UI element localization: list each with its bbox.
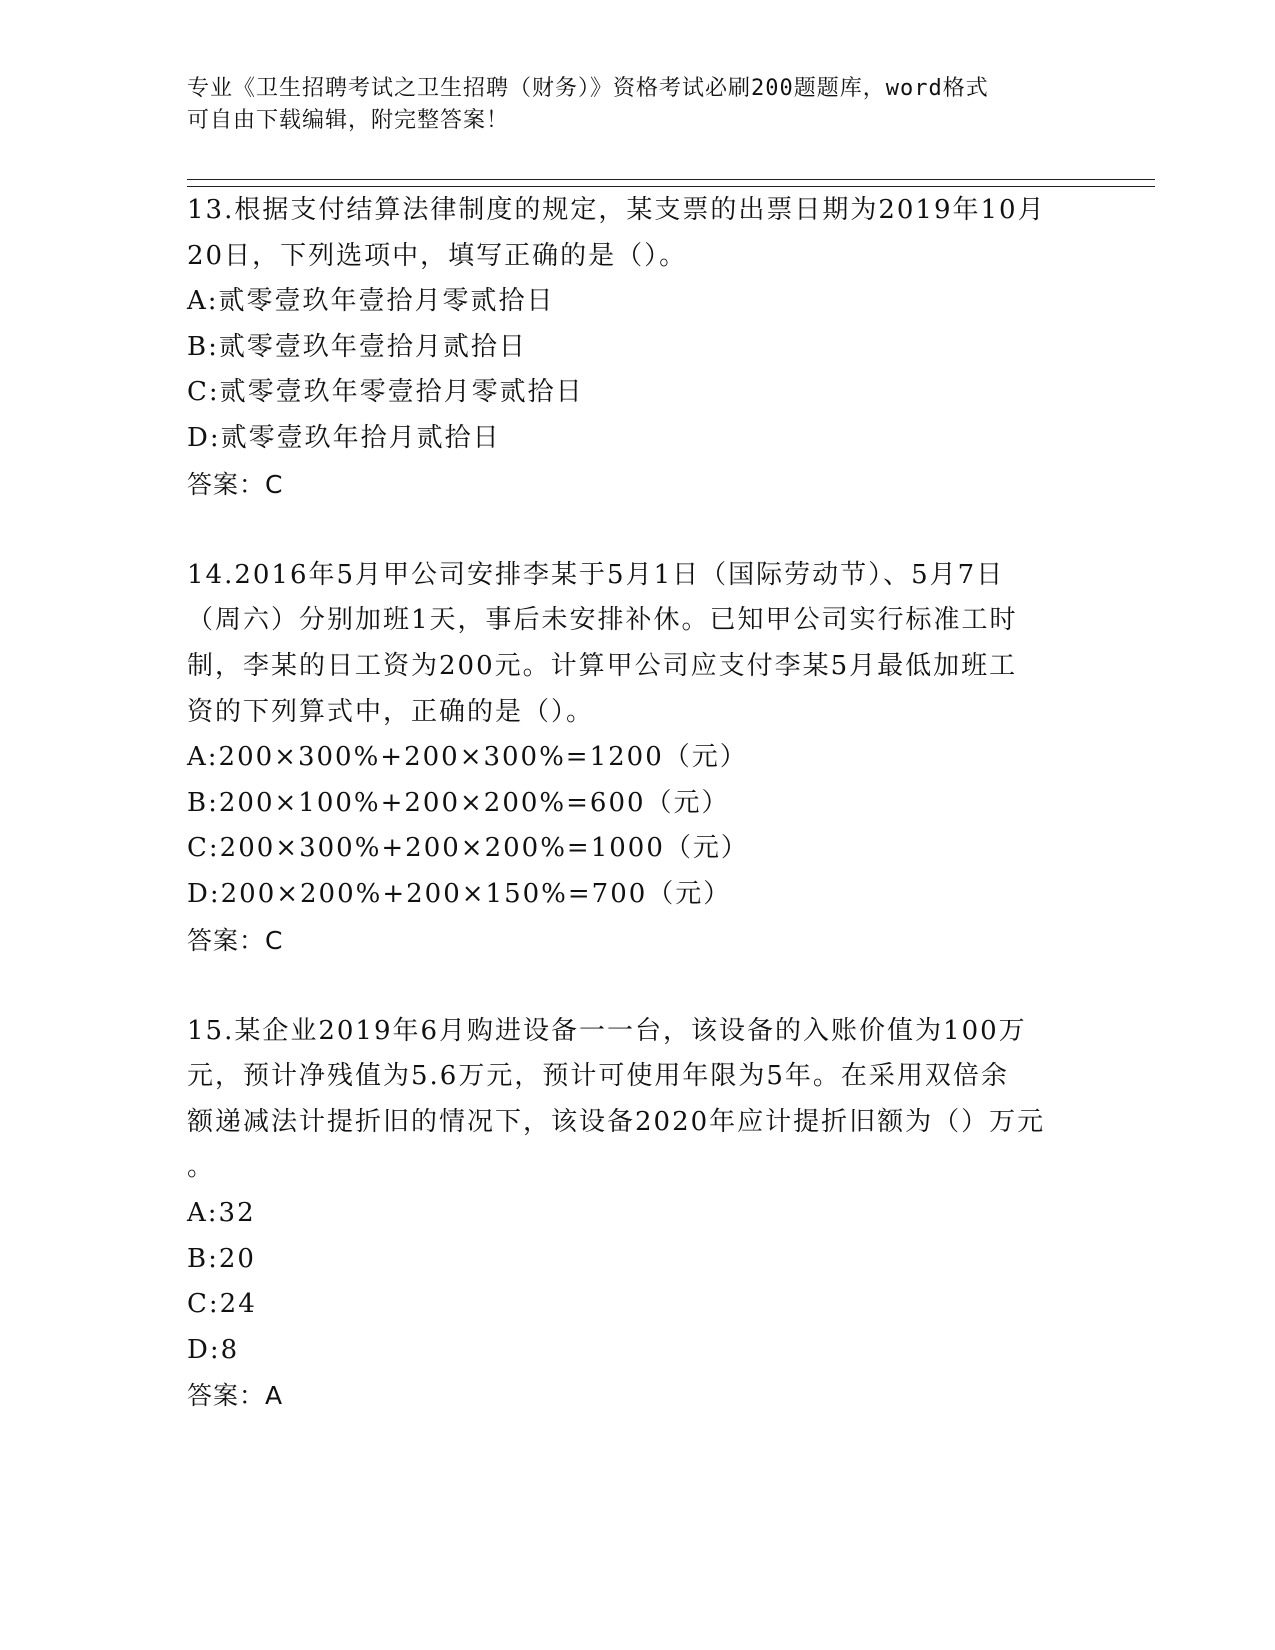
header-line-2: 可自由下载编辑，附完整答案！: [187, 108, 510, 133]
header-line-1: 专业《卫生招聘考试之卫生招聘（财务）》资格考试必刷200题题库，word格式: [187, 76, 989, 101]
question-stem-line: 20日，下列选项中，填写正确的是（）。: [187, 240, 688, 271]
option-a: A:200×300%+200×300%=1200（元）: [187, 742, 748, 773]
question-15: [187, 1009, 1087, 1419]
option-c: C:24: [187, 1289, 257, 1320]
question-stem-line: 额递减法计提折旧的情况下，该设备2020年应计提折旧额为（）万元: [187, 1106, 1046, 1137]
document-header: [187, 73, 1067, 137]
option-d: D:200×200%+200×150%=700（元）: [187, 878, 732, 909]
header-divider-top: [187, 179, 1155, 180]
option-d: D:8: [187, 1334, 240, 1365]
option-c: C:200×300%+200×200%=1000（元）: [187, 833, 749, 864]
option-b: B:贰零壹玖年壹拾月贰拾日: [187, 331, 527, 362]
question-stem-line: 元，预计净残值为5.6万元，预计可使用年限为5年。在采用双倍余: [187, 1061, 1009, 1092]
option-c: C:贰零壹玖年零壹拾月零贰拾日: [187, 377, 584, 408]
answer-line: 答案：C: [187, 925, 284, 955]
answer-line: 答案：A: [187, 1381, 284, 1411]
question-stem-line: 13.根据支付结算法律制度的规定，某支票的出票日期为2019年10月: [187, 195, 1046, 225]
question-stem-line: 。: [187, 1152, 216, 1183]
option-b: B:200×100%+200×200%=600（元）: [187, 787, 730, 818]
question-stem-line: （周六）分别加班1天，事后未安排补休。已知甲公司实行标准工时: [187, 605, 1018, 636]
question-stem-line: 15.某企业2019年6月购进设备一一台，该设备的入账价值为100万: [187, 1015, 1027, 1046]
question-13: [187, 188, 1087, 507]
question-stem-line: 14.2016年5月甲公司安排李某于5月1日（国际劳动节）、5月7日: [187, 559, 1005, 590]
header-divider-bottom: [187, 186, 1155, 187]
question-list: [187, 188, 1087, 1465]
option-a: A:32: [187, 1198, 256, 1229]
option-b: B:20: [187, 1243, 256, 1274]
question-stem-line: 资的下列算式中，正确的是（）。: [187, 696, 595, 727]
answer-line: 答案：C: [187, 469, 284, 499]
option-a: A:贰零壹玖年壹拾月零贰拾日: [187, 286, 555, 317]
question-stem-line: 制，李某的日工资为200元。计算甲公司应支付李某5月最低加班工: [187, 650, 1018, 681]
option-d: D:贰零壹玖年拾月贰拾日: [187, 422, 501, 453]
question-14: [187, 553, 1087, 963]
